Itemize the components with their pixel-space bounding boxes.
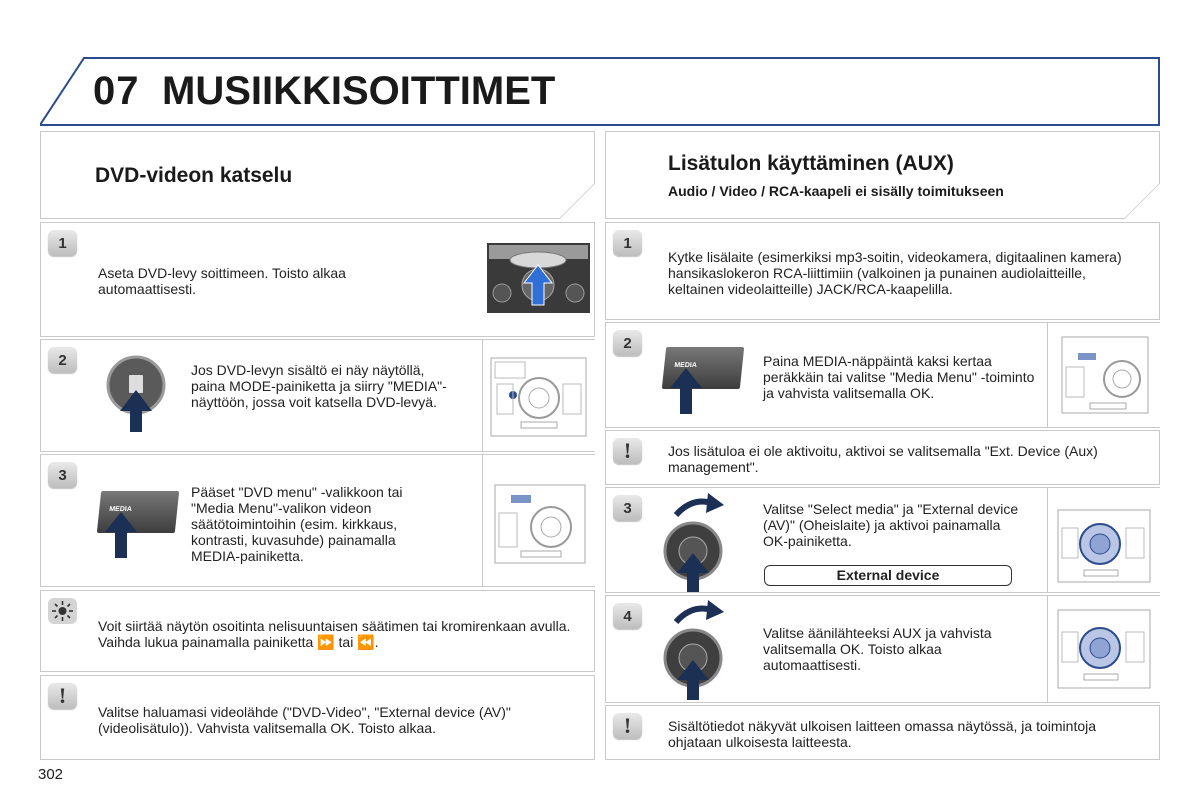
up-arrow-icon <box>668 366 704 416</box>
right-title-panel <box>605 131 1160 219</box>
warning-text: Valitse haluamasi videolähde ("DVD-Video", "External device (AV)" (videolisätulo)). Vahvista valitsemalla OK. Toisto alkaa. <box>98 704 511 736</box>
tip-text: Voit siirtää näytön osoitinta nelisuuntaisen säätimen tai kromirenkaan avulla. Vaihda lukua painamalla painiketta ⏩ tai ⏪. <box>98 618 571 650</box>
right-section-title: Lisätulon käyttäminen (AUX) <box>668 152 954 175</box>
step-text: Jos DVD-levyn sisältö ei näy näytöllä, paina MODE-painiketta ja siirry "MEDIA"-näyttöön, jossa voit katsella DVD-levyä. <box>191 362 447 410</box>
left-step-1 <box>40 222 595 337</box>
chapter-title: MUSIIKKISOITTIMET <box>162 69 556 113</box>
warning-icon: ! <box>613 713 642 739</box>
warning-icon: ! <box>48 683 77 709</box>
rotary-knob-icon <box>662 491 732 593</box>
step-badge: 2 <box>48 347 77 373</box>
right-warning-1 <box>605 430 1160 485</box>
console-icon <box>1047 488 1160 592</box>
step-text: Aseta DVD-levy soittimeen. Toisto alkaa automaattisesti. <box>98 265 346 297</box>
chapter-header <box>40 57 1160 127</box>
right-section-subtitle: Audio / Video / RCA-kaapeli ei sisälly toimitukseen <box>668 183 1004 199</box>
left-step-2 <box>40 339 595 452</box>
up-arrow-icon <box>103 510 139 560</box>
left-section-title: DVD-videon katselu <box>95 164 293 187</box>
disc-eject-icon <box>487 243 590 313</box>
media-button-icon: MEDIA <box>662 347 744 389</box>
right-warning-2 <box>605 705 1160 760</box>
warning-icon: ! <box>613 438 642 464</box>
rotary-knob-icon <box>662 598 732 702</box>
step-text: Paina MEDIA-näppäintä kaksi kertaa peräkkäin tai valitse "Media Menu" -toiminto ja vahvista valitsemalla OK. <box>763 353 1035 401</box>
media-button-icon: MEDIA <box>97 491 179 533</box>
step-badge: 3 <box>613 495 642 521</box>
left-step-3 <box>40 454 595 587</box>
step-badge: 4 <box>613 603 642 629</box>
step-badge: 1 <box>613 230 642 256</box>
console-icon <box>1047 596 1160 702</box>
warning-text: Sisältötiedot näkyvät ulkoisen laitteen omassa näytössä, ja toimintoja ohjataan ulkoisesta laitteesta. <box>668 718 1097 750</box>
step-badge: 2 <box>613 330 642 356</box>
step-text: Valitse äänilähteeksi AUX ja vahvista valitsemalla OK. Toisto alkaa automaattisesti. <box>763 625 992 673</box>
page-number: 302 <box>38 766 64 783</box>
left-tip <box>40 590 595 672</box>
right-step-4 <box>605 595 1160 703</box>
left-warning <box>40 675 595 760</box>
chapter-number: 07 <box>93 69 140 113</box>
mode-knob-icon <box>105 355 167 433</box>
step-badge: 3 <box>48 462 77 488</box>
right-step-3 <box>605 487 1160 593</box>
right-step-2 <box>605 322 1160 428</box>
warning-text: Jos lisätuloa ei ole aktivoitu, aktivoi se valitsemalla "Ext. Device (Aux) management". <box>668 443 1098 475</box>
console-icon <box>482 455 595 586</box>
step-badge: 1 <box>48 230 77 256</box>
sun-tip-icon <box>48 598 77 624</box>
console-icon <box>1047 323 1160 427</box>
left-title-panel <box>40 131 595 219</box>
console-icon <box>482 340 595 451</box>
step-text: Kytke lisälaite (esimerkiksi mp3-soitin, videokamera, digitaalinen kamera) hansikaslokeron RCA-liittimiin (valkoinen ja punainen audiolaitteille, keltainen videolaitteille) JACK/RCA-kaapelilla. <box>668 249 1122 297</box>
external-device-option: External device <box>764 565 1012 586</box>
right-step-1 <box>605 222 1160 320</box>
step-text: Pääset "DVD menu" -valikkoon tai "Media Menu"-valikon videon säätötoimintoihin (esim. kirkkaus, kontrasti, kuvasuhde) painamalla MEDIA-painiketta. <box>191 484 403 564</box>
step-text: Valitse "Select media" ja "External device (AV)" (Oheislaite) ja aktivoi painamalla OK-painiketta. <box>763 501 1019 549</box>
